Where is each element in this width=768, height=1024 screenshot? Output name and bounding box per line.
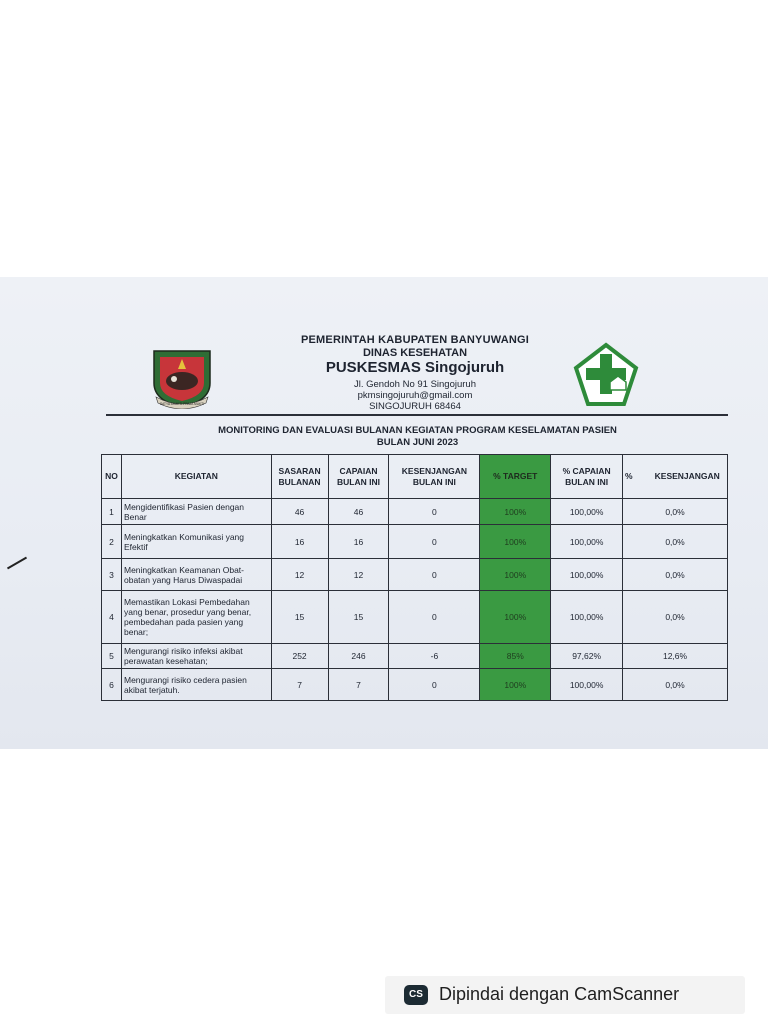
cell-target: 85% bbox=[480, 644, 551, 669]
cell-no: 2 bbox=[102, 525, 122, 559]
table-row bbox=[102, 525, 728, 559]
table-row bbox=[102, 644, 728, 669]
header-target: % TARGET bbox=[480, 455, 551, 499]
cell-no: 3 bbox=[102, 559, 122, 591]
header-sasaran: SASARAN BULANAN bbox=[271, 455, 328, 499]
cell-pct-capaian: 100,00% bbox=[551, 591, 623, 644]
cell-sasaran: 15 bbox=[271, 591, 328, 644]
header-pct-kesenjangan: KESENJANGAN bbox=[647, 455, 727, 499]
camscanner-logo-icon: CS bbox=[404, 985, 428, 1005]
cell-kegiatan: Memastikan Lokasi Pembedahan yang benar, prosedur yang benar, pembedahan pada pasien yang benar; bbox=[121, 591, 271, 644]
cell-pct-capaian: 100,00% bbox=[551, 559, 623, 591]
email: pkmsingojuruh@gmail.com bbox=[357, 390, 473, 401]
address: Jl. Gendoh No 91 Singojuruh bbox=[354, 379, 476, 390]
report-title-line1: MONITORING DAN EVALUASI BULANAN KEGIATAN PROGRAM KESELAMATAN PASIEN bbox=[218, 425, 617, 436]
cell-pct-capaian: 100,00% bbox=[551, 669, 623, 701]
header-capaian: CAPAIAN BULAN INI bbox=[328, 455, 389, 499]
cell-capaian: 15 bbox=[328, 591, 389, 644]
cell-sasaran: 46 bbox=[271, 499, 328, 525]
cell-pct-kesenjangan: 0,0% bbox=[623, 559, 728, 591]
cell-target: 100% bbox=[480, 591, 551, 644]
cell-kesenjangan: 0 bbox=[389, 525, 480, 559]
government-name: PEMERINTAH KABUPATEN BANYUWANGI bbox=[300, 334, 530, 346]
cell-sasaran: 16 bbox=[271, 525, 328, 559]
table-row bbox=[102, 499, 728, 525]
cell-capaian: 46 bbox=[328, 499, 389, 525]
cell-pct-kesenjangan: 0,0% bbox=[623, 591, 728, 644]
cell-target: 100% bbox=[480, 499, 551, 525]
cell-sasaran: 12 bbox=[271, 559, 328, 591]
header-kesenjangan: KESENJANGAN BULAN INI bbox=[389, 455, 480, 499]
cell-no: 1 bbox=[102, 499, 122, 525]
cell-kesenjangan: 0 bbox=[389, 499, 480, 525]
cell-kesenjangan: 0 bbox=[389, 559, 480, 591]
camscanner-text: Dipindai dengan CamScanner bbox=[439, 984, 680, 1004]
cell-pct-kesenjangan: 0,0% bbox=[623, 525, 728, 559]
cell-target: 100% bbox=[480, 669, 551, 701]
cell-kesenjangan: 0 bbox=[389, 669, 480, 701]
cell-target: 100% bbox=[480, 525, 551, 559]
department-name: DINAS KESEHATAN bbox=[362, 347, 468, 359]
cell-capaian: 12 bbox=[328, 559, 389, 591]
cell-capaian: 7 bbox=[328, 669, 389, 701]
pen-mark bbox=[7, 557, 27, 570]
puskesmas-logo bbox=[572, 342, 640, 408]
cell-kegiatan: Mengidentifikasi Pasien dengan Benar bbox=[121, 499, 271, 525]
cell-kegiatan: Meningkatkan Komunikasi yang Efektif bbox=[121, 525, 271, 559]
table-row bbox=[102, 669, 728, 701]
cell-pct-capaian: 97,62% bbox=[551, 644, 623, 669]
cell-sasaran: 252 bbox=[271, 644, 328, 669]
cell-kegiatan: Mengurangi risiko infeksi akibat perawatan kesehatan; bbox=[121, 644, 271, 669]
report-title bbox=[150, 425, 685, 449]
institution-name: PUSKESMAS Singojuruh bbox=[325, 359, 505, 376]
cell-pct-capaian: 100,00% bbox=[551, 525, 623, 559]
postal-code: SINGOJURUH 68464 bbox=[369, 401, 461, 412]
cell-pct-capaian: 100,00% bbox=[551, 499, 623, 525]
header-pct-capaian: % CAPAIAN BULAN INI bbox=[551, 455, 623, 499]
header-no: NO bbox=[102, 455, 122, 499]
header-pct-kesenjangan-symbol: % bbox=[623, 455, 648, 499]
cell-pct-kesenjangan: 12,6% bbox=[623, 644, 728, 669]
cell-kesenjangan: -6 bbox=[389, 644, 480, 669]
cell-sasaran: 7 bbox=[271, 669, 328, 701]
letterhead bbox=[270, 334, 560, 412]
regency-seal-logo bbox=[148, 345, 216, 409]
cell-pct-kesenjangan: 0,0% bbox=[623, 669, 728, 701]
cell-capaian: 246 bbox=[328, 644, 389, 669]
table-row bbox=[102, 591, 728, 644]
header-kegiatan: KEGIATAN bbox=[121, 455, 271, 499]
table-body bbox=[102, 499, 728, 701]
cell-capaian: 16 bbox=[328, 525, 389, 559]
cell-target: 100% bbox=[480, 559, 551, 591]
cell-no: 5 bbox=[102, 644, 122, 669]
table-row bbox=[102, 559, 728, 591]
seal-motto: SATYA BHAKTI PRAJA MUKTI bbox=[160, 402, 204, 406]
cell-pct-kesenjangan: 0,0% bbox=[623, 499, 728, 525]
cell-no: 4 bbox=[102, 591, 122, 644]
cell-kesenjangan: 0 bbox=[389, 591, 480, 644]
monitoring-table bbox=[101, 454, 728, 701]
cell-no: 6 bbox=[102, 669, 122, 701]
cell-kegiatan: Mengurangi risiko cedera pasien akibat terjatuh. bbox=[121, 669, 271, 701]
letterhead-divider bbox=[106, 414, 728, 416]
report-title-line2: BULAN JUNI 2023 bbox=[376, 437, 459, 448]
cell-kegiatan: Meningkatkan Keamanan Obat-obatan yang Harus Diwaspadai bbox=[121, 559, 271, 591]
camscanner-watermark bbox=[385, 976, 745, 1014]
